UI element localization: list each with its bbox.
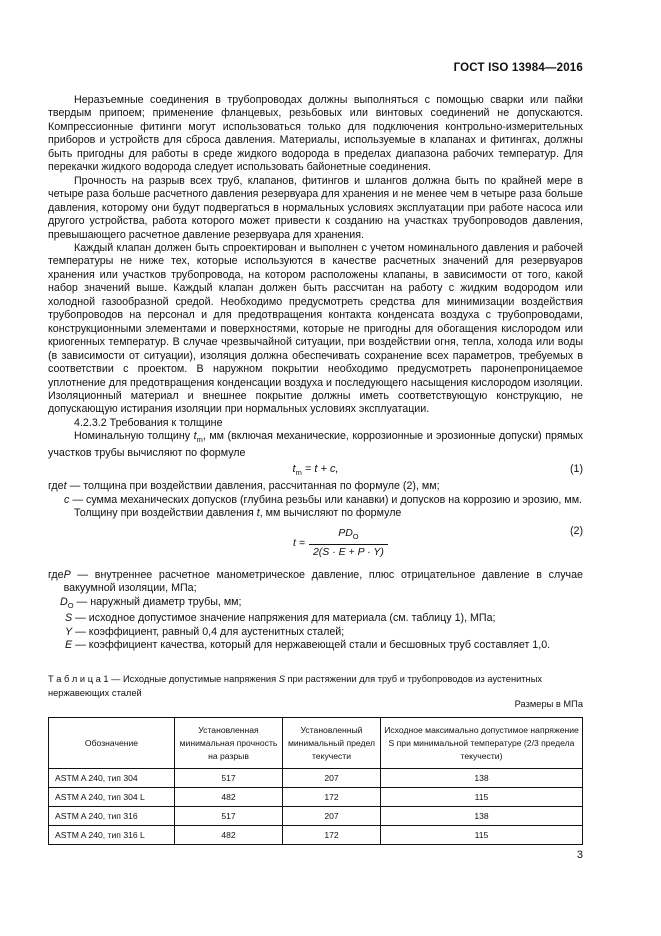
formula-1-number: (1) [569, 463, 583, 476]
section-heading: 4.2.3.2 Требования к толщине [74, 416, 223, 429]
legend-item: E — коэффициент качества, который для нержавеющей стали и бесшовных труб составляет 1,0. [65, 639, 551, 652]
formula-2: t = $\frac{PD_O}{2(S \cdot E + P \cdot Y)}$ (2) [293, 524, 583, 559]
paragraph-pressure-thickness: Толщину при воздействии давления t, мм вычисляют по формуле [74, 507, 402, 520]
column-header: Исходное максимально допустимое напряжение S при минимальной температуре (2/3 предела текучести) [381, 718, 583, 769]
standard-code-header: ГОСТ ISO 13984—2016 [453, 62, 583, 74]
table-cell: 172 [283, 788, 381, 807]
table-cell: 115 [381, 826, 583, 845]
legend-item: $D_O$ — наружный диаметр трубы, мм; [60, 595, 242, 610]
table-cell: 517 [175, 769, 283, 788]
table-row [49, 807, 583, 826]
table-cell: 482 [175, 788, 283, 807]
table-cell: 138 [381, 807, 583, 826]
table-cell: 207 [283, 769, 381, 788]
body-text [48, 94, 583, 653]
paragraph-nominal-thickness: Номинальную толщину $t_m$, мм (включая механические, коррозионные и эрозионные допуски) прямых участков трубы вычисляют по формуле [48, 430, 584, 459]
table-cell: 138 [381, 769, 583, 788]
formula-1-legend [48, 480, 583, 507]
page-number: 3 [576, 849, 583, 861]
legend-item: где t — толщина при воздействии давления, рассчитанная по формуле (2), мм; [48, 480, 440, 493]
legend-item: Y — коэффициент, равный 0,4 для аустенитных сталей; [65, 625, 345, 638]
column-header: Установленная минимальная прочность на разрыв [175, 718, 283, 769]
table-caption: Т а б л и ц а 1 — Исходные допустимые напряжения S при растяжении для труб и трубопроводов из аустенитных нержавеющих сталей [48, 674, 543, 698]
table-cell: 517 [175, 807, 283, 826]
table-cell: 172 [283, 826, 381, 845]
column-header: Обозначение [49, 718, 175, 769]
column-header: Установленный минимальный предел текучести [283, 718, 381, 769]
table-cell: ASTM A 240, тип 316 L [49, 826, 175, 845]
table-row [49, 769, 583, 788]
table-units: Размеры в МПа [514, 699, 583, 709]
table-row [49, 788, 583, 807]
formula-2-legend [48, 569, 583, 653]
table-cell: 482 [175, 826, 283, 845]
paragraph-strength: Прочность на разрыв всех труб, клапанов, фитингов и шлангов должна быть по крайней мере в четыре раза больше расчетного давления резервуара для хранения и не менее чем в четыре раза больше давления, которому они будут подвергаться в нормальных условиях эксплуатации при работе насоса или другого устройства, работа которого может привести к созданию на участках трубопроводов давления, превышающего расчетное давление резервуара для хранения. [48, 174, 583, 241]
table-cell: 115 [381, 788, 583, 807]
stress-table [48, 717, 583, 845]
legend-item: где P — внутреннее расчетное манометрическое давление, плюс отрицательное давление в случае вакуумной изоляции, МПа; [48, 568, 583, 595]
formula-1: $t_m = t + c$, (1) [292, 463, 583, 478]
paragraph-valves: Каждый клапан должен быть спроектирован и выполнен с учетом номинального давления и рабочей температуры не ниже тех, которые используются в качестве расчетных значений для резервуаров хранения или участков трубопровода, на котором расположены клапаны, в зависимости от того, какой набор значений выше. Каждый клапан должен быть рассчитан на работу с жидким водородом или холодной газообразной средой. Необходимо предусмотреть средства для минимизации воздействия трубопроводов на персонал и для предотвращения контакта конденсата воздуха с трубопроводами, конструкционными элементами и поверхностями, которые не пригодны для обогащения кислородом или криогенных температур. В случае чрезвычайной ситуации, при воздействии огня, тепла, холода или воды (в зависимости от ситуации), изоляция должна обеспечивать сохранение всех параметров, требуемых в соответствии с проектом. В наружном покрытии необходимо предусмотреть паронепроницаемое уплотнение для предотвращения конденсации воздуха и последующего насыщения кислородом изоляции. Изоляционный материал и внешнее покрытие должны иметь соответствующую конструкцию, не допускающую истирания изоляции при нормальных условиях эксплуатации. [48, 241, 583, 416]
formula-2-number: (2) [569, 524, 583, 537]
table-row [49, 826, 583, 845]
paragraph-joints: Неразъемные соединения в трубопроводах должны выполняться с помощью сварки или пайки твердым припоем; применение фланцевых, резьбовых или винтовых соединений не допускаются. Компрессионные фитинги могут использоваться только для подключения контрольно-измерительных приборов и устройств для сброса давления. Материалы, используемые в клапанах и фитингах, должны быть пригодны для работы в среде жидкого водорода в пределах диапазона рабочих температур. Для перекачки жидкого водорода следует использовать байонетные соединения. [48, 94, 583, 174]
formula-2-fraction: $\frac{PD_O}{2(S \cdot E + P \cdot Y)}$ [309, 527, 388, 560]
table-cell: ASTM A 240, тип 316 [49, 807, 175, 826]
legend-item: S — исходное допустимое значение напряжения для материала (см. таблицу 1), МПа; [65, 612, 496, 625]
table-cell: 207 [283, 807, 381, 826]
table-cell: ASTM A 240, тип 304 L [49, 788, 175, 807]
table-header-row [49, 718, 583, 769]
legend-item: c — сумма механических допусков (глубина резьбы или канавки) и допусков на коррозию и эрозию, мм. [64, 493, 583, 506]
table-cell: ASTM A 240, тип 304 [49, 769, 175, 788]
